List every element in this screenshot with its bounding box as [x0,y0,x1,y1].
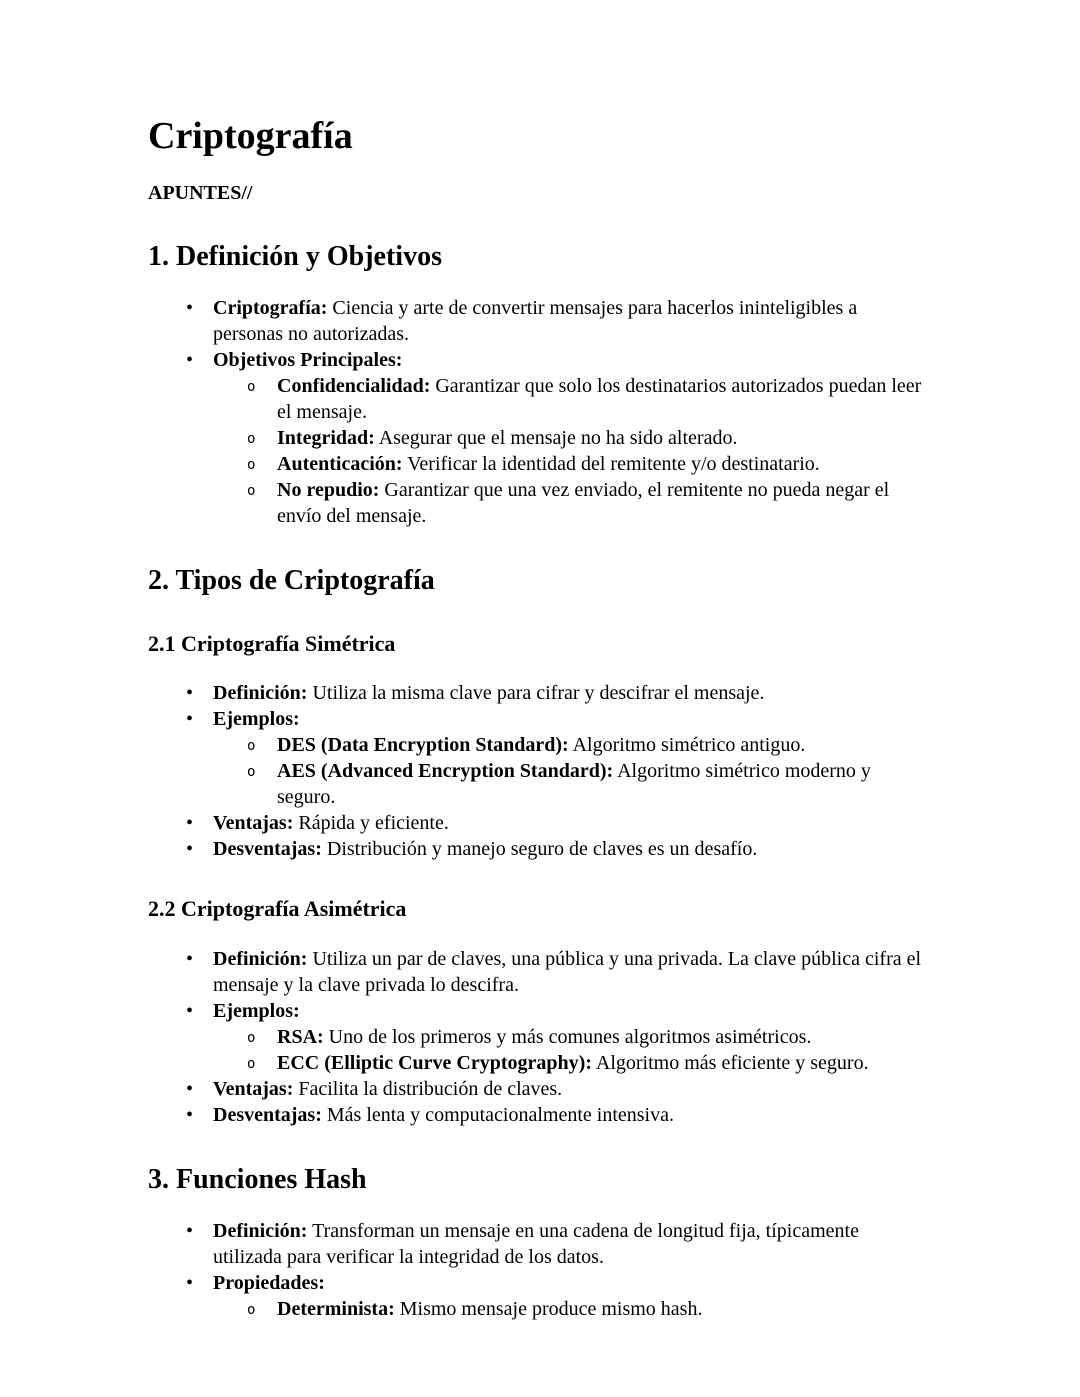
item-label: Definición: [213,947,308,970]
bullet-icon: • [186,1219,194,1242]
circle-bullet-icon: o [247,764,256,781]
list-subitem [148,732,930,758]
circle-bullet-icon: o [247,456,256,473]
list-subitem [148,451,930,477]
item-text: Facilita la distribución de claves. [298,1077,563,1100]
list-item [148,347,930,373]
section-heading: 1. Definición y Objetivos [148,240,442,272]
list-item [148,680,930,706]
bullet-icon: • [186,838,194,861]
list-subitem [148,1050,930,1076]
item-text: Distribución y manejo seguro de claves es un desafío. [326,838,758,861]
item-label: Desventajas: [213,838,322,861]
bullet-icon: • [186,812,194,835]
circle-bullet-icon: o [247,482,256,499]
item-label: Autenticación: [277,452,403,475]
bullet-list [148,1218,930,1322]
circle-bullet-icon: o [247,378,256,395]
list-item [148,1102,930,1128]
bullet-icon: • [186,947,194,970]
item-text: Asegurar que el mensaje no ha sido alterado. [378,426,738,449]
bullet-icon: • [186,682,194,705]
item-label: Confidencialidad: [277,374,431,397]
item-text: Utiliza la misma clave para cifrar y descifrar el mensaje. [312,682,765,705]
bullet-icon: • [186,999,194,1022]
circle-bullet-icon: o [247,1055,256,1072]
circle-bullet-icon: o [247,430,256,447]
item-text: Garantizar que una vez enviado, el remitente no pueda negar el envío del mensaje. [277,478,890,527]
list-item [148,295,930,347]
item-label: Ejemplos: [213,999,300,1022]
bullet-list [148,946,930,1128]
item-label: ECC (Elliptic Curve Cryptography): [277,1051,592,1074]
list-item [148,1218,930,1270]
item-label: RSA: [277,1025,324,1048]
section-heading: 3. Funciones Hash [148,1163,367,1195]
item-label: Definición: [213,682,308,705]
bullet-icon: • [186,296,194,319]
subsection-heading: 2.2 Criptografía Asimétrica [148,896,407,922]
bullet-icon: • [186,1103,194,1126]
item-text: Algoritmo simétrico antiguo. [572,734,806,757]
list-item [148,946,930,998]
item-label: Criptografía: [213,296,328,319]
item-text: Garantizar que solo los destinatarios autorizados puedan leer el mensaje. [277,374,922,423]
item-text: Verificar la identidad del remitente y/o destinatario. [407,452,820,475]
document-title: Criptografía [148,115,353,157]
item-label: Ventajas: [213,812,294,835]
item-label: Desventajas: [213,1103,322,1126]
list-subitem [148,477,930,529]
item-text: Ciencia y arte de convertir mensajes para hacerlos ininteligibles a personas no autorizadas. [213,296,858,345]
list-subitem [148,425,930,451]
item-text: Mismo mensaje produce mismo hash. [399,1297,703,1320]
item-text: Más lenta y computacionalmente intensiva. [326,1103,674,1126]
item-label: DES (Data Encryption Standard): [277,734,569,757]
item-label: Objetivos Principales: [213,348,403,371]
item-text: Rápida y eficiente. [298,812,449,835]
item-text: Uno de los primeros y más comunes algoritmos asimétricos. [328,1025,812,1048]
item-text: Transforman un mensaje en una cadena de longitud fija, típicamente utilizada para verificar la integridad de los datos. [213,1219,859,1268]
item-label: AES (Advanced Encryption Standard): [277,760,614,783]
bullet-icon: • [186,1077,194,1100]
bullet-list [148,680,930,862]
item-label: Definición: [213,1219,308,1242]
item-label: Integridad: [277,426,375,449]
circle-bullet-icon: o [247,1301,256,1318]
item-text: Utiliza un par de claves, una pública y una privada. La clave pública cifra el mensaje y la clave privada lo descifra. [213,947,922,996]
list-subitem [148,1024,930,1050]
list-item [148,998,930,1024]
subsection-heading: 2.1 Criptografía Simétrica [148,631,396,657]
item-label: Ejemplos: [213,708,300,731]
list-item [148,706,930,732]
item-label: Propiedades: [213,1271,325,1294]
item-text: Algoritmo simétrico moderno y seguro. [277,760,871,809]
document-subtitle: APUNTES// [148,181,253,204]
section-heading: 2. Tipos de Criptografía [148,564,435,596]
list-item [148,1076,930,1102]
list-item [148,1270,930,1296]
bullet-icon: • [186,348,194,371]
circle-bullet-icon: o [247,738,256,755]
item-label: No repudio: [277,478,380,501]
list-item [148,810,930,836]
list-item [148,836,930,862]
list-subitem [148,373,930,425]
item-label: Determinista: [277,1297,395,1320]
bullet-icon: • [186,1271,194,1294]
bullet-icon: • [186,708,194,731]
list-subitem [148,758,930,810]
list-subitem [148,1296,930,1322]
item-label: Ventajas: [213,1077,294,1100]
item-text: Algoritmo más eficiente y seguro. [595,1051,869,1074]
bullet-list [148,295,930,529]
circle-bullet-icon: o [247,1029,256,1046]
